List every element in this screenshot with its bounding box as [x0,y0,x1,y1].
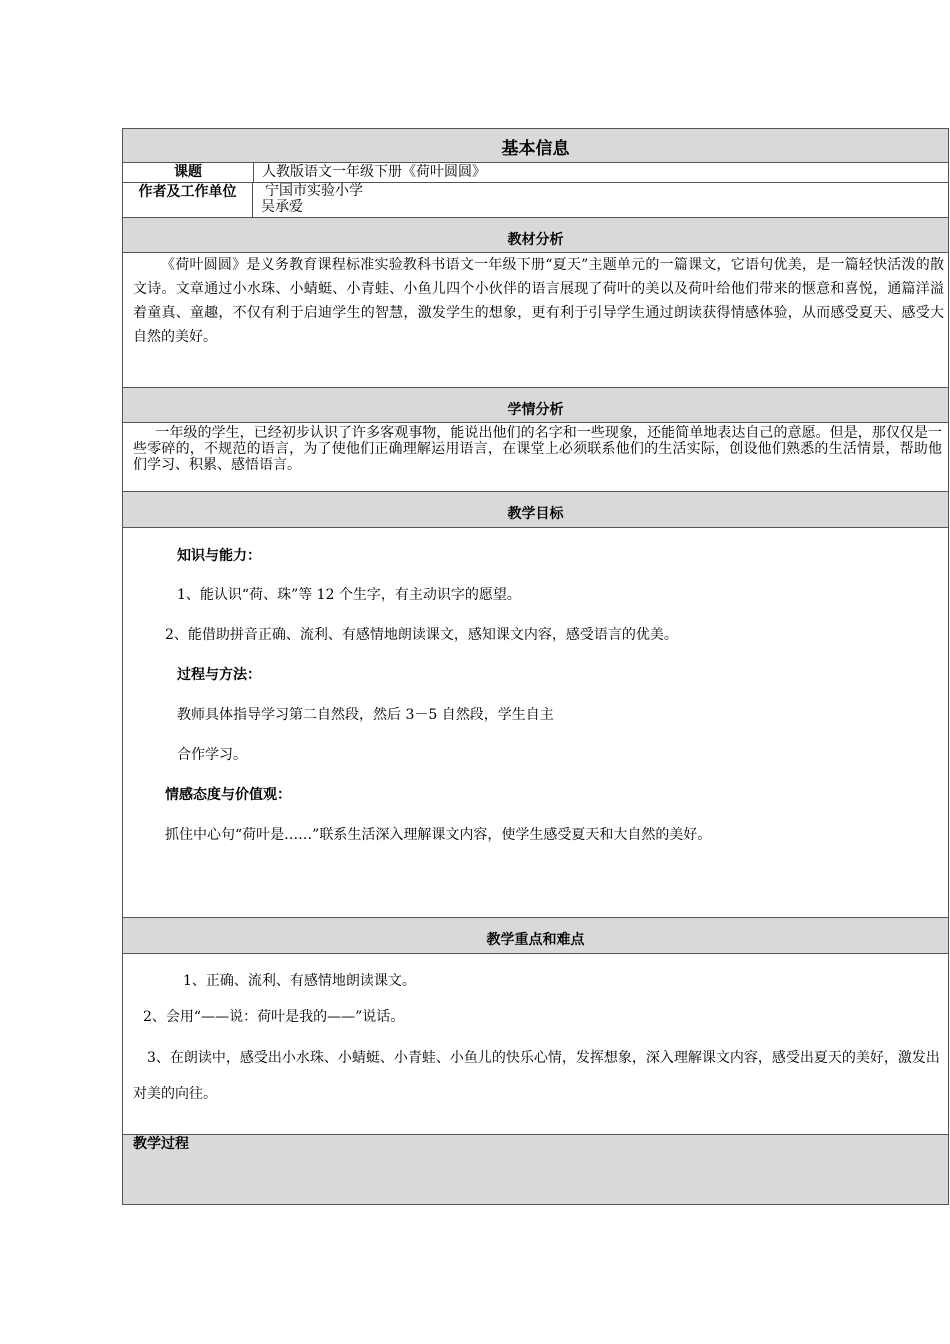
textbook-analysis-body [123,252,948,387]
basic-info-header: 基本信息 [123,129,948,162]
key-points-header: 教学重点和难点 [123,918,948,953]
objectives-header: 教学目标 [123,492,948,527]
emotion-title: 情感态度与价值观： [165,787,291,803]
process-item-2: 合作学习。 [177,747,247,763]
key-points-section [122,917,949,1134]
key-point-2: 2、会用“——说：荷叶是我的——”说话。 [143,1009,405,1025]
knowledge-item-2: 2、能借助拼音正确、流利、有感情地朗读课文，感知课文内容，感受语言的优美。 [165,627,678,643]
lesson-plan-table [122,128,949,1205]
topic-value: 人教版语文一年级下册《荷叶圆圆》 [262,164,486,180]
basic-info-section [122,128,949,217]
process-item-1: 教师具体指导学习第二自然段，然后 3－5 自然段，学生自主 [177,707,554,723]
student-analysis-section [122,387,949,491]
process-title: 过程与方法： [177,667,261,683]
textbook-analysis-text: 《荷叶圆圆》是义务教育课程标准实验教科书语文一年级下册“夏天”主题单元的一篇课文，它语句优美，是一篇轻快活泼的散文诗。文章通过小水珠、小蜻蜓、小青蛙、小鱼儿四个小伙伴的语言展现了荷叶的美以及荷叶给他们带来的惬意和喜悦，通篇洋溢着童真、童趣，不仅有利于启迪学生的智慧，激发学生的想象，更有利于引导学生通过朗读获得情感体验，从而感受夏天、感受大自然的美好。 [133,257,944,345]
objectives-section [122,491,949,917]
emotion-item-1: 抓住中心句“荷叶是……”联系生活深入理解课文内容，使学生感受夏天和大自然的美好。 [165,827,712,843]
knowledge-title: 知识与能力： [177,548,261,564]
topic-row [123,162,948,182]
process-header: 教学过程 [123,1135,948,1204]
key-point-3: 3、在朗读中，感受出小水珠、小蜻蜓、小青蛙、小鱼儿的快乐心情，发挥想象，深入理解课文内容，感受出夏天的美好，激发出对美的向往。 [133,1050,940,1102]
student-analysis-text: 一年级的学生，已经初步认识了许多客观事物，能说出他们的名字和一些现象，还能简单地表达自己的意愿。但是，那仅仅是一些零碎的，不规范的语言，为了使他们正确理解运用语言，在课堂上必须联系他们的生活实际，创设他们熟悉的生活情景，帮助他们学习、积累、感悟语言。 [133,425,942,473]
process-section [122,1134,949,1205]
knowledge-item-1: 1、能认识“荷、珠”等 12 个生字，有主动识字的愿望。 [177,587,521,603]
author-school: 宁国市实验小学 [265,183,363,199]
student-analysis-body [123,422,948,491]
author-row [123,182,948,217]
author-name: 吴承爱 [261,199,303,215]
key-point-1: 1、正确、流利、有感情地朗读课文。 [183,973,416,989]
objectives-body [123,527,948,917]
textbook-analysis-header: 教材分析 [123,218,948,252]
topic-label: 课题 [123,163,254,182]
author-value [253,183,948,217]
textbook-analysis-section [122,217,949,387]
author-label: 作者及工作单位 [123,183,253,217]
key-points-body [123,953,948,1134]
student-analysis-header: 学情分析 [123,388,948,422]
